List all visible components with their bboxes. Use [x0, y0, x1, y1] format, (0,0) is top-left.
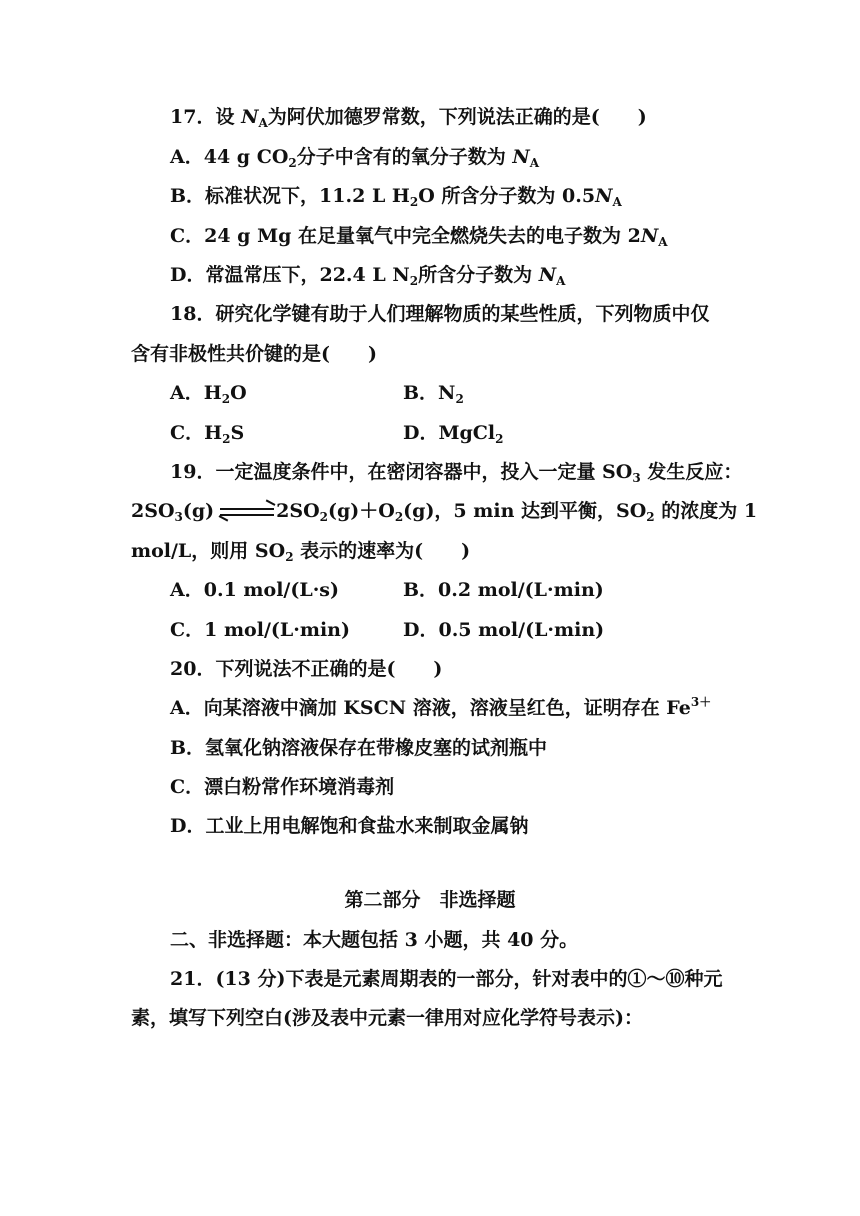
question-19-option-a: A．0.1 mol/(L·s)	[170, 579, 339, 601]
question-19-stem-line3: mol/L，则用 $SO_2$ 表示的速率为( )	[131, 540, 471, 564]
equilibrium-arrow-icon	[220, 505, 274, 519]
question-17-option-d: D．常温常压下，22.4 L $N_2$所含分子数为 $N_A$	[170, 264, 566, 288]
question-18-option-d: D．MgCl$_2$	[403, 422, 504, 446]
question-20-stem: 20．下列说法不正确的是( )	[170, 658, 443, 680]
question-20-option-d: D．工业上用电解饱和食盐水来制取金属钠	[170, 815, 529, 837]
question-19-stem-line1: 19．一定温度条件中，在密闭容器中，投入一定量 $SO_3$ 发生反应：	[170, 461, 743, 485]
question-20-option-b: B．氢氧化钠溶液保存在带橡皮塞的试剂瓶中	[170, 737, 548, 759]
question-17-option-c: C．24 g Mg 在足量氧气中完全燃烧失去的电子数为 $2N_A$	[170, 225, 668, 249]
reaction-products: $2SO_2(g)+O_2(g)$，5 min 达到平衡，$SO_2$ 的浓度为 1	[214, 498, 757, 524]
question-18-option-b: B．$N_2$	[403, 382, 464, 406]
question-18-stem-line2: 含有非极性共价键的是( )	[131, 343, 377, 365]
question-19-option-c: C．1 mol/(L·min)	[170, 619, 350, 641]
question-17-option-a: A．44 g $CO_2$分子中含有的氧分子数为 $N_A$	[170, 146, 540, 170]
question-21-stem-line1: 21．(13 分)下表是元素周期表的一部分，针对表中的①～⑩种元	[170, 968, 723, 990]
reaction-reactant: $2SO_3(g)$	[131, 500, 215, 524]
question-18-option-a: A．$H_2O$	[170, 382, 247, 406]
question-20-option-c: C．漂白粉常作环境消毒剂	[170, 776, 395, 798]
question-18-option-c: C．$H_2S$	[170, 422, 245, 446]
question-19-option-b: B．0.2 mol/(L·min)	[403, 579, 604, 601]
question-21-stem-line2: 素，填写下列空白(涉及表中元素一律用对应化学符号表示)：	[131, 1007, 643, 1029]
question-19-option-d: D．0.5 mol/(L·min)	[403, 619, 605, 641]
question-20-option-a: A．向某溶液中滴加 KSCN 溶液，溶液呈红色，证明存在 $Fe^{3+}$	[170, 695, 712, 719]
section-intro: 二、非选择题：本大题包括 3 小题，共 40 分。	[170, 929, 579, 951]
question-18-stem-line1: 18．研究化学键有助于人们理解物质的某些性质，下列物质中仅	[170, 303, 710, 325]
section-heading: 第二部分 非选择题	[344, 889, 516, 911]
question-17-option-b: B．标准状况下，11.2 L $H_2O$ 所含分子数为 $0.5N_A$	[170, 185, 622, 209]
question-19-equation-line	[131, 498, 758, 524]
question-17-stem: 17．设 $N_A$为阿伏加德罗常数，下列说法正确的是( )	[170, 106, 647, 130]
